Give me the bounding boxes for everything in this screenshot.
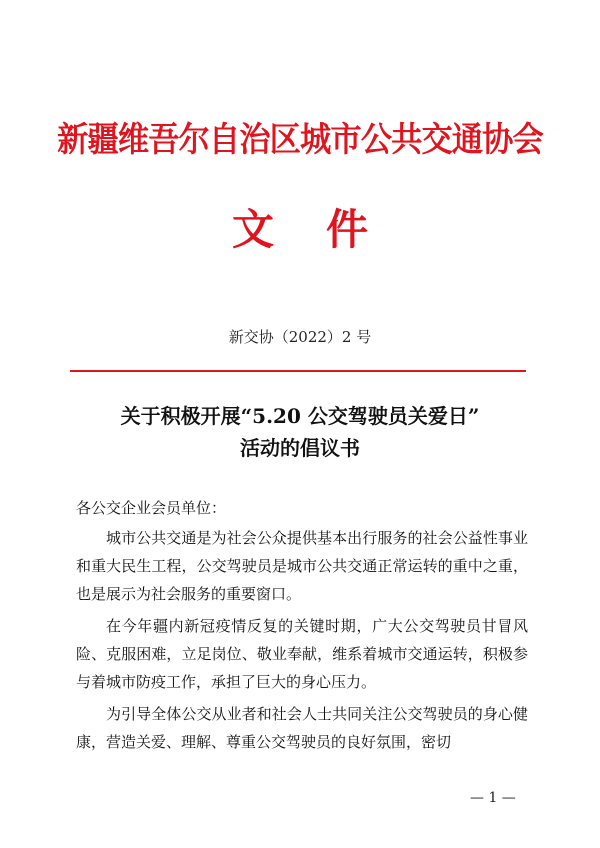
title-line-2: 活动的倡议书 [240, 436, 360, 460]
body-text [76, 524, 528, 760]
document-number: 新交协（2022）2 号 [228, 328, 372, 346]
title-line-1: 关于积极开展“5.20 公交驾驶员关爱日” [120, 404, 480, 428]
document-title [0, 400, 600, 464]
red-separator-line [70, 370, 526, 372]
document-type-label: 文件 [231, 205, 420, 254]
addressee: 各公交企业会员单位： [76, 499, 227, 517]
paragraph: 城市公共交通是为社会公众提供基本出行服务的社会公益性事业和重大民生工程，公交驾驶员是城市公共交通正常运转的重中之重，也是展示为社会服务的重要窗口。 [76, 529, 528, 603]
paragraph: 为引导全体公交从业者和社会人士共同关注公交驾驶员的身心健康，营造关爱、理解、尊重公交驾驶员的良好氛围，密切 [76, 705, 528, 751]
page-number: — 1 — [470, 790, 516, 806]
organization-header: 新疆维吾尔自治区城市公共交通协会 [57, 120, 543, 160]
paragraph: 在今年疆内新冠疫情反复的关键时期，广大公交驾驶员甘冒风险、克服困难，立足岗位、敬业奉献，维系着城市交通运转，积极参与着城市防疫工作，承担了巨大的身心压力。 [76, 617, 528, 691]
